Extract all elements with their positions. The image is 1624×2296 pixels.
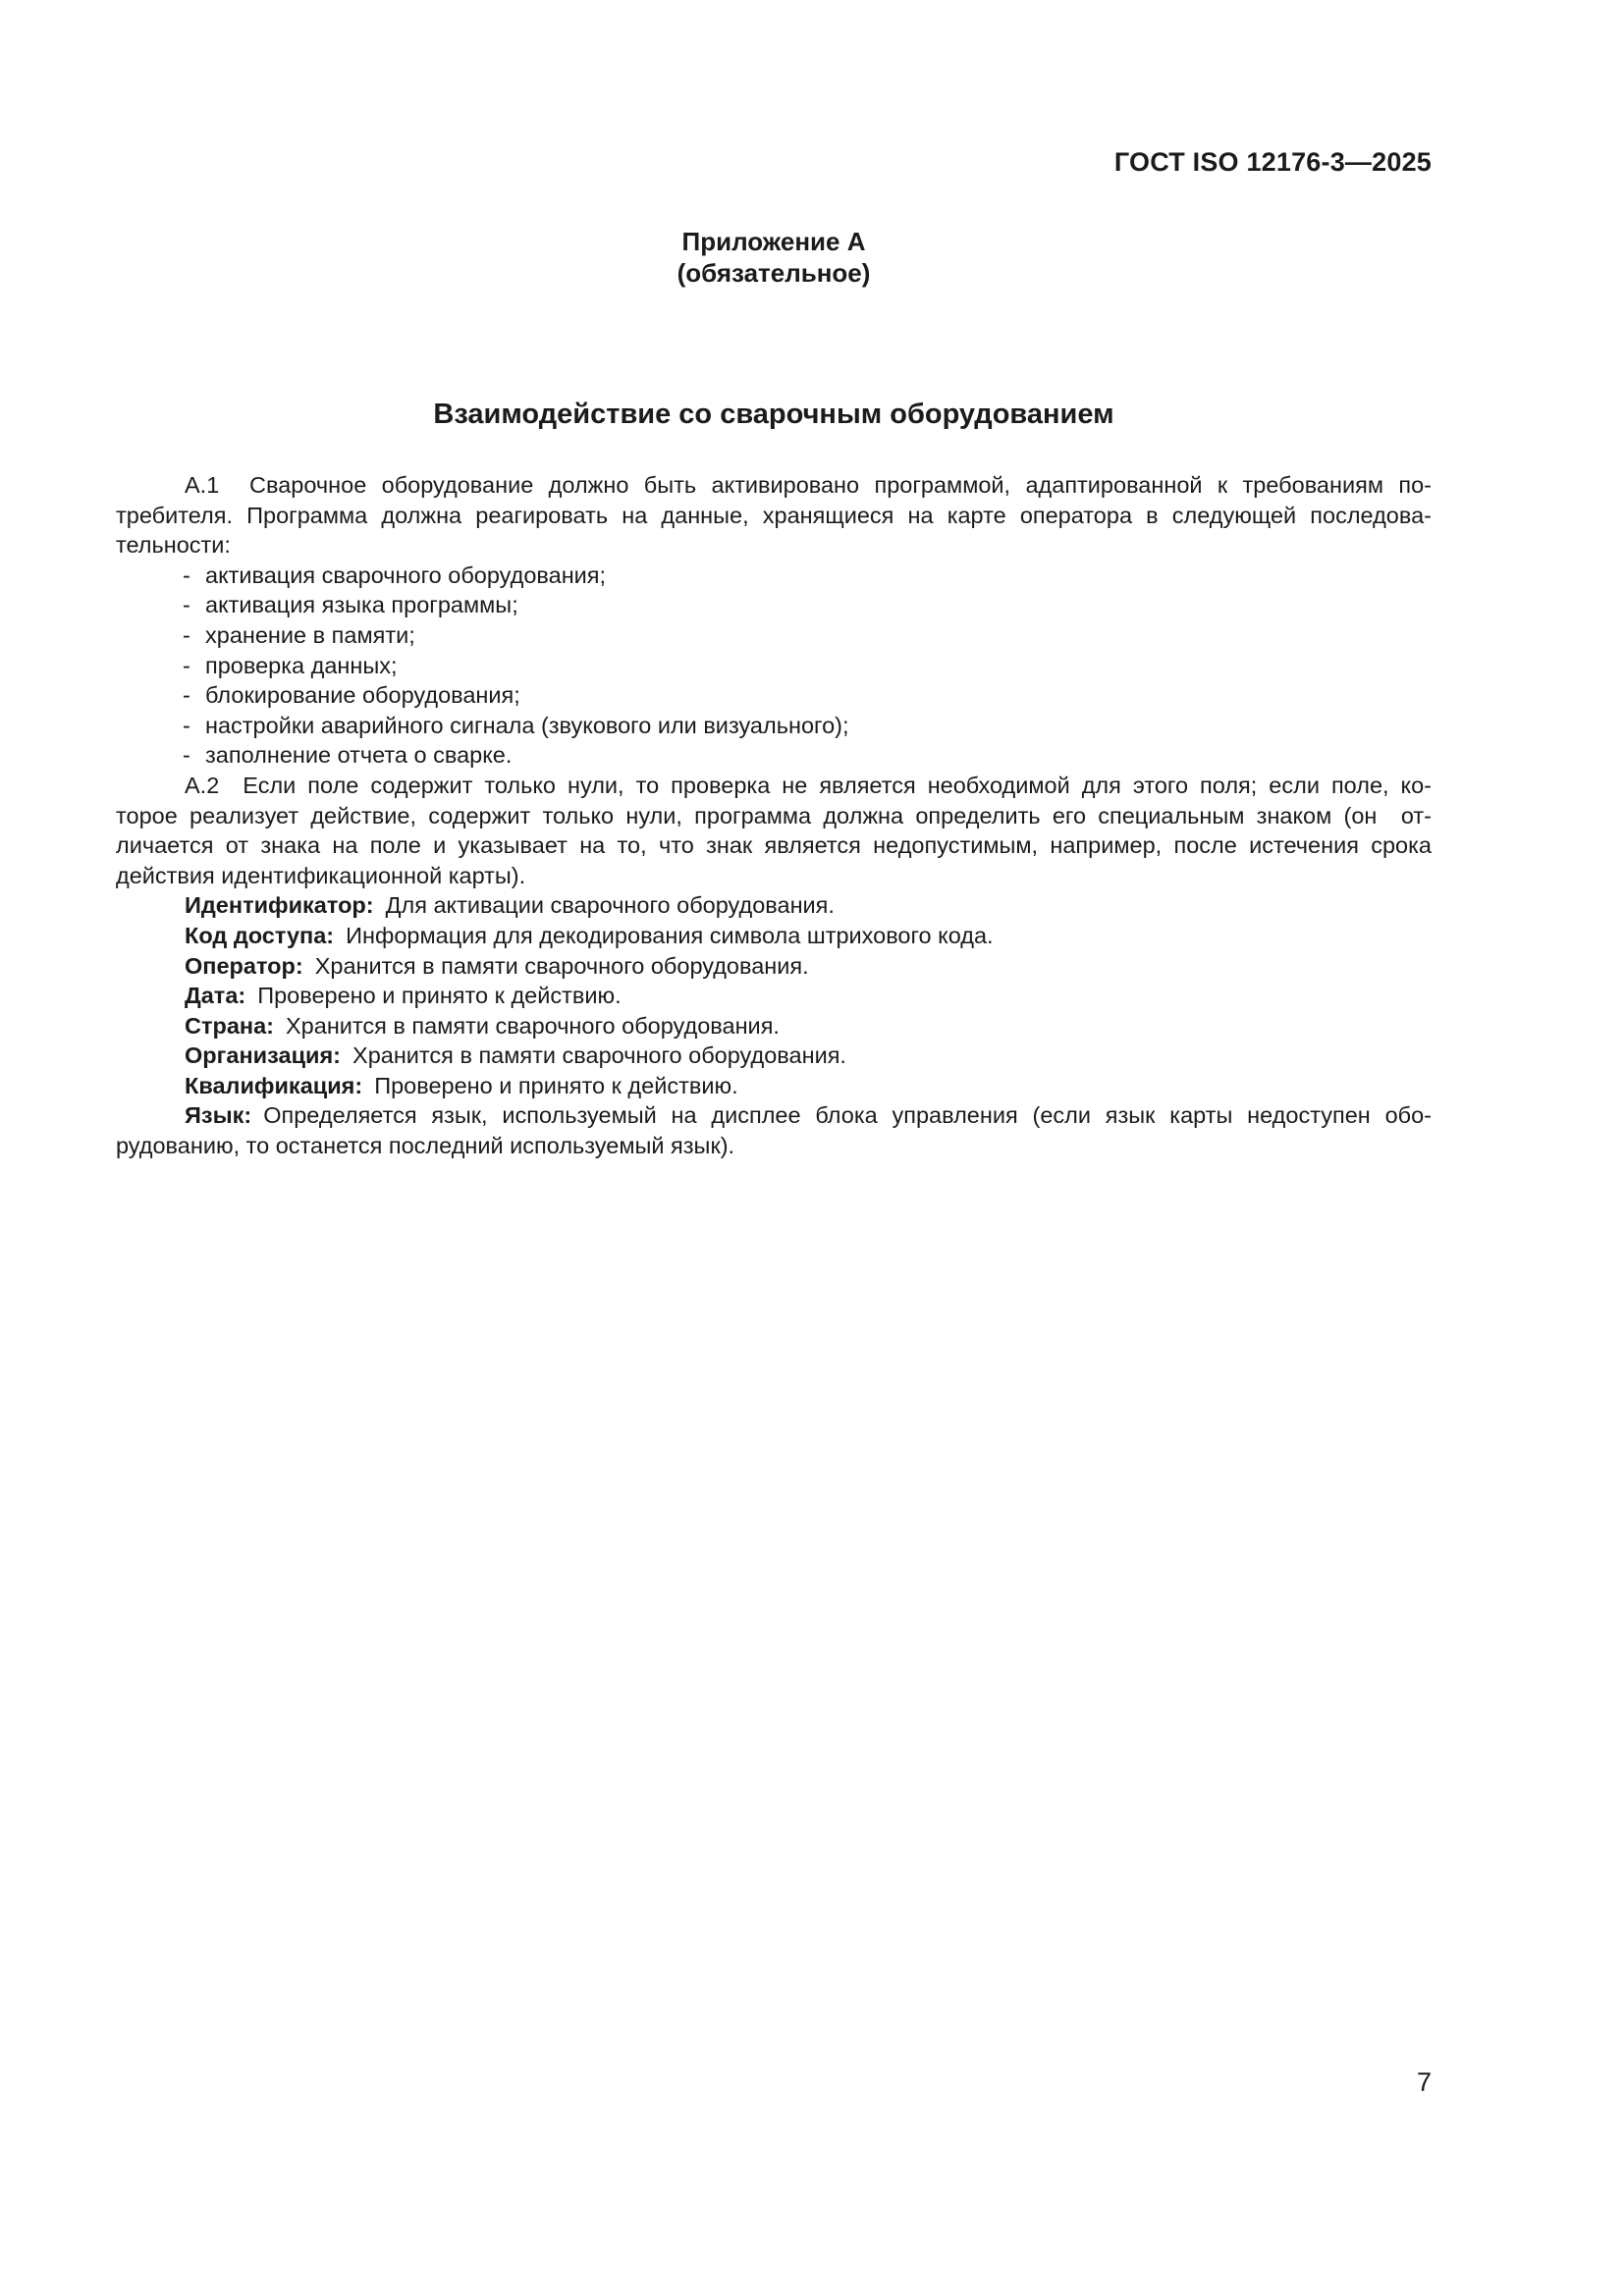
definition-term: Организация: <box>185 1042 342 1069</box>
bullet-dash: - <box>183 561 190 588</box>
paragraph-a1-line: требителя. Программа должна реагировать на данные, хранящиеся на карте оператора в следующей последова- <box>116 502 1432 528</box>
definition-term: Язык: <box>185 1102 252 1129</box>
appendix-heading <box>116 226 1432 289</box>
paragraph-a1-line: А.1 Сварочное оборудование должно быть активировано программой, адаптированной к требованиям по- <box>185 472 1432 498</box>
list-item-text: настройки аварийного сигнала (звукового или визуального); <box>205 712 849 738</box>
bullet-dash: - <box>183 621 190 648</box>
definition-text: Для активации сварочного оборудования. <box>385 892 835 919</box>
list-item <box>116 620 1432 651</box>
definition-item <box>116 921 1432 951</box>
list-item-text: активация сварочного оборудования; <box>205 561 607 588</box>
list-item-text: блокирование оборудования; <box>205 682 520 709</box>
definition-text: Хранится в памяти сварочного оборудования. <box>286 1012 780 1039</box>
definition-term: Дата: <box>185 983 246 1009</box>
definition-item <box>116 981 1432 1011</box>
list-item-text: хранение в памяти; <box>205 621 415 648</box>
paragraph-a2-line: личается от знака на поле и указывает на то, что знак является недопустимым, например, после истечения срока <box>116 832 1432 859</box>
list-item <box>116 651 1432 681</box>
appendix-obligation: (обязательное) <box>677 258 871 288</box>
definition-text: Хранится в памяти сварочного оборудования. <box>352 1042 846 1069</box>
bullet-dash: - <box>183 592 190 618</box>
definition-item <box>116 1100 1432 1131</box>
definition-continuation-line: рудованию, то останется последний используемый язык). <box>116 1133 735 1159</box>
list-item <box>116 590 1432 620</box>
list-item-text: заполнение отчета о сварке. <box>205 742 513 769</box>
body-text <box>116 470 1432 1161</box>
list-item-text: активация языка программы; <box>205 592 518 618</box>
definition-text: Хранится в памяти сварочного оборудования. <box>314 952 809 979</box>
paragraph-a2-line: действия идентификационной карты). <box>116 862 526 888</box>
definition-term: Квалификация: <box>185 1072 363 1098</box>
definition-text: Проверено и принято к действию. <box>374 1072 738 1098</box>
bullet-dash: - <box>183 682 190 709</box>
definition-term: Идентификатор: <box>185 892 374 919</box>
appendix-label: Приложение А <box>681 227 866 256</box>
definition-text: Информация для декодирования символа штрихового кода. <box>346 922 994 948</box>
definition-text: Определяется язык, используемый на дисплее блока управления (если язык карты недоступен обо- <box>263 1102 1432 1129</box>
definition-item <box>116 890 1432 921</box>
list-item-text: проверка данных; <box>205 652 398 678</box>
paragraph-a2-line: торое реализует действие, содержит только нули, программа должна определить его специальным знаком (он от- <box>116 802 1432 828</box>
definition-item <box>116 1041 1432 1071</box>
definition-item <box>116 951 1432 982</box>
page-number: 7 <box>1416 2067 1432 2097</box>
list-item <box>116 740 1432 771</box>
definition-item <box>116 1011 1432 1041</box>
list-item <box>116 561 1432 591</box>
paragraph-a1-line: тельности: <box>116 532 231 559</box>
definition-term: Оператор: <box>185 952 303 979</box>
definition-term: Страна: <box>185 1012 274 1039</box>
definition-item <box>116 1071 1432 1101</box>
definition-term: Код доступа: <box>185 922 335 948</box>
appendix-title: Взаимодействие со сварочным оборудованием <box>433 399 1114 430</box>
list-item <box>116 711 1432 741</box>
bullet-dash: - <box>183 712 190 738</box>
document-code: ГОСТ ISO 12176-3—2025 <box>1113 147 1432 177</box>
definition-text: Проверено и принято к действию. <box>257 983 622 1009</box>
bullet-dash: - <box>183 652 190 678</box>
bullet-dash: - <box>183 742 190 769</box>
paragraph-a2-line: А.2 Если поле содержит только нули, то проверка не является необходимой для этого поля; если поле, ко- <box>185 772 1432 798</box>
list-item <box>116 680 1432 711</box>
